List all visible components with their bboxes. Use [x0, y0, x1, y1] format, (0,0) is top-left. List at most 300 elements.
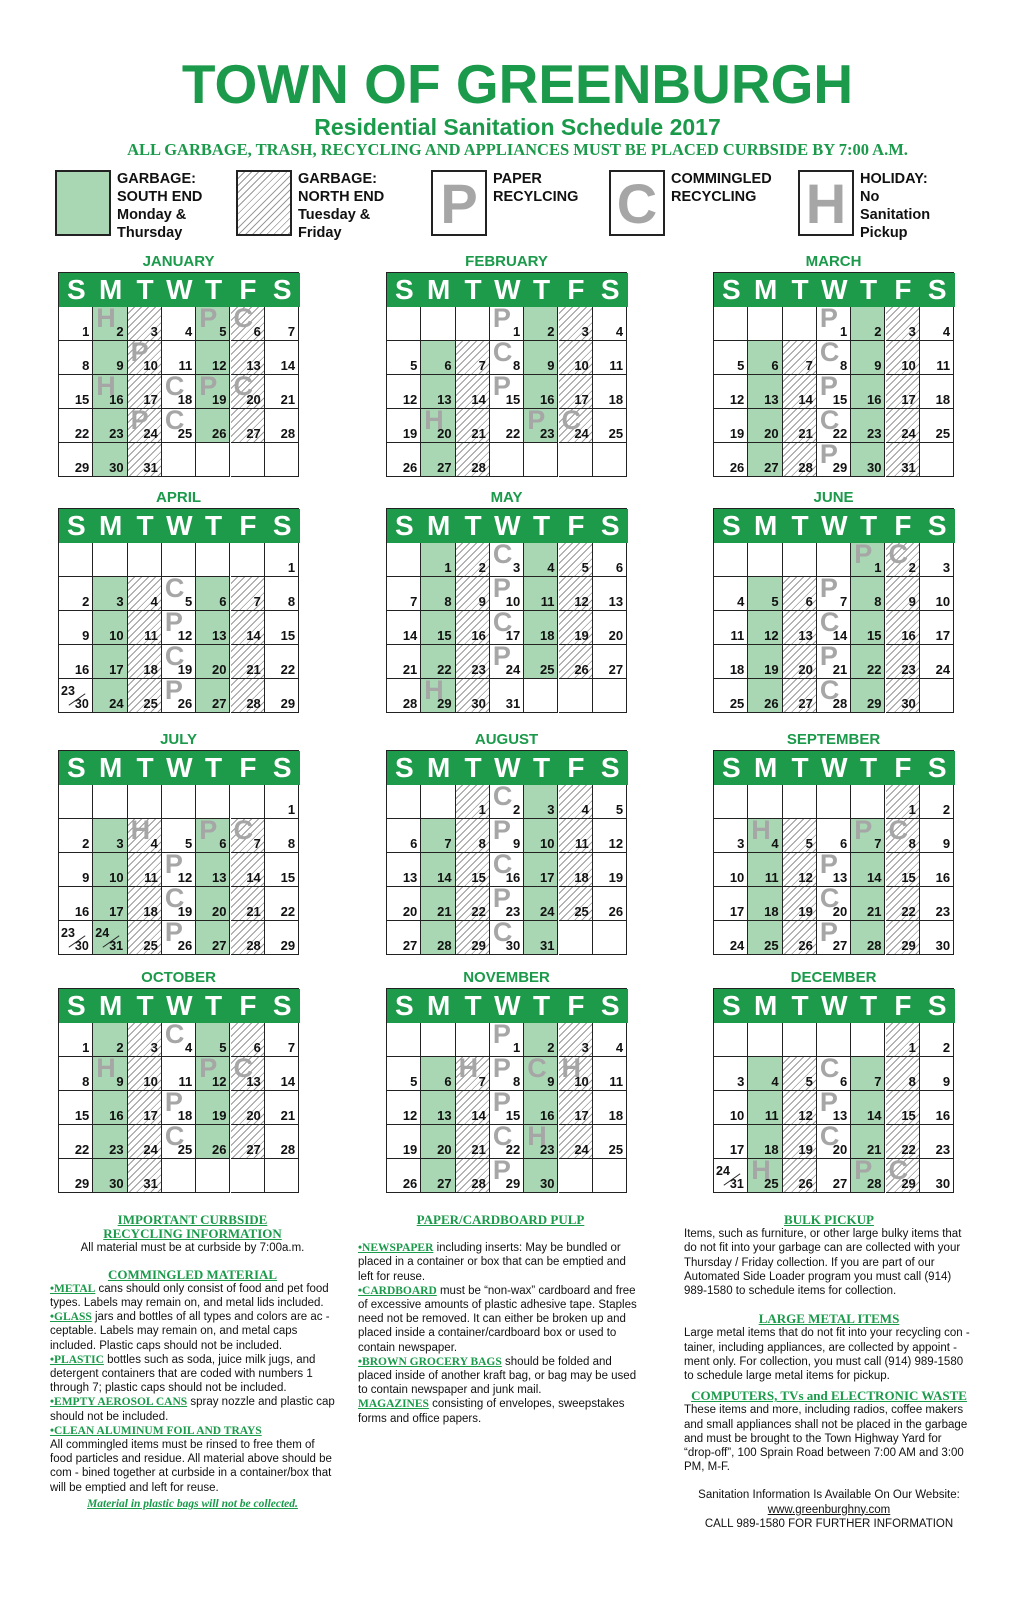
day-number: 10 [143, 358, 158, 373]
plastic-bag-warning: Material in plastic bags will not be collected. [87, 1497, 298, 1510]
metal-heading: LARGE METAL ITEMS [758, 1311, 900, 1327]
calendar-day [886, 375, 920, 409]
day-number: 4 [184, 1040, 193, 1055]
day-number: 10 [109, 870, 124, 885]
calendar-day [748, 921, 782, 955]
paper-marker: P [164, 607, 183, 637]
holiday-marker: H [130, 815, 151, 845]
info-item [358, 1284, 643, 1355]
day-number: 21 [402, 662, 418, 677]
calendar-day [231, 1053, 265, 1091]
calendar-day [851, 1155, 885, 1193]
calendar-day [920, 543, 954, 577]
day-number: 21 [798, 426, 813, 441]
month-grid [386, 508, 627, 713]
calendar-day [920, 443, 954, 477]
weekday-header: T [456, 509, 491, 543]
day-number: 6 [253, 324, 261, 339]
calendar-day [714, 443, 748, 477]
day-number: 25 [540, 662, 555, 677]
calendar-day [490, 883, 524, 921]
calendar-day [920, 645, 954, 679]
calendar-day [162, 1057, 196, 1091]
calendar-day [59, 1057, 93, 1091]
weekday-header: F [559, 273, 594, 307]
calendar-day [817, 785, 851, 819]
calendar-day [920, 307, 954, 341]
calendar-day [490, 337, 524, 375]
weekday-header: W [162, 989, 197, 1023]
calendar-day [490, 371, 524, 409]
month-calendar [58, 253, 299, 477]
calendar-day [162, 785, 196, 819]
calendar-day [265, 443, 299, 477]
commingled-marker: C [888, 1155, 908, 1185]
calendar-day [196, 1091, 230, 1125]
calendar-day [231, 887, 265, 921]
calendar-day [817, 1159, 851, 1193]
day-number: 17 [574, 392, 589, 407]
day-number: 15 [901, 1108, 916, 1123]
day-number: 11 [609, 358, 624, 373]
day-number: 22 [505, 426, 521, 441]
day-number: 24 [574, 1142, 589, 1157]
day-number: 5 [615, 802, 624, 817]
calendar-day [593, 887, 627, 921]
commingled-closing: All commingled items must be rinsed to free them of food particles and residue. All material above should be com - bined together at curbside in a container/box that will be emptied and left for reuse. [50, 1439, 332, 1494]
paper-marker: P [492, 815, 511, 845]
holiday-marker: H [424, 405, 444, 435]
calendar-day [128, 543, 162, 577]
calendar-day [490, 607, 524, 645]
day-number: 7 [253, 836, 261, 851]
calendar-day [265, 921, 299, 955]
day-number: 18 [608, 1108, 624, 1123]
day-number: 19 [402, 426, 418, 441]
paper-marker: P [492, 641, 511, 671]
paper-marker: P [130, 405, 149, 435]
day-number: 6 [771, 358, 779, 373]
calendar-day [421, 785, 455, 819]
calendar-day [59, 645, 93, 679]
day-number: 29 [437, 696, 452, 711]
day-number: 19 [798, 904, 813, 919]
weekday-header: M [93, 273, 128, 307]
calendar-day [748, 1155, 782, 1193]
calendar-day [265, 543, 299, 577]
calendar-day [265, 1091, 299, 1125]
day-number: 30 [471, 696, 486, 711]
split-day-number: 23 30 [61, 926, 89, 953]
commingled-marker: C [819, 337, 840, 367]
calendar-day [128, 1057, 162, 1091]
calendar-day [231, 371, 265, 409]
holiday-marker: H [96, 371, 116, 401]
month-calendar [713, 731, 954, 955]
calendar-day [851, 539, 885, 577]
day-number: 20 [437, 1142, 452, 1157]
day-number: 12 [764, 628, 779, 643]
calendar-day [714, 611, 748, 645]
calendar-day [920, 1159, 954, 1193]
commingled-marker: C [561, 405, 581, 435]
calendar-day [593, 1125, 627, 1159]
paper-marker: P [199, 371, 218, 401]
info-item [50, 1310, 335, 1353]
day-number: 19 [608, 870, 624, 885]
calendar-day [387, 543, 421, 577]
calendar-day [748, 577, 782, 611]
day-number: 28 [402, 696, 418, 711]
calendar-day [886, 1023, 920, 1057]
calendar-day [593, 1091, 627, 1125]
day-number: 3 [908, 324, 916, 339]
calendar-day [387, 785, 421, 819]
day-number: 16 [540, 392, 555, 407]
metal-text: Large metal items that do not fit into your recycling con - tainer, including appliances, are collected by appoint - ment only. For collection, you must call (914) 989-1580 to schedule large metal items for pickup. [684, 1327, 970, 1383]
day-number: 23 [935, 904, 951, 919]
weekday-header: S [387, 509, 422, 543]
day-number: 23 [471, 662, 486, 677]
calendar-day [817, 303, 851, 341]
day-number: 30 [867, 460, 882, 475]
day-number: 15 [74, 392, 90, 407]
paper-marker: P [854, 815, 873, 845]
calendar-day [456, 645, 490, 679]
calendar-day [817, 439, 851, 477]
calendar-day [162, 573, 196, 611]
calendar-day [748, 887, 782, 921]
calendar-day [559, 785, 593, 819]
calendar-day [387, 341, 421, 375]
day-number: 1 [478, 802, 486, 817]
day-number: 10 [935, 594, 951, 609]
day-number: 26 [729, 460, 745, 475]
info-item-label: •GLASS [50, 1311, 92, 1324]
day-number: 14 [280, 358, 296, 373]
calendar-day [490, 781, 524, 819]
day-number: 27 [212, 696, 227, 711]
info-item-text: bottles such as soda, juice milk jugs, and detergent containers that are coded with numbers 1 through 7; plastic caps should not be included. [50, 1353, 316, 1395]
day-number: 2 [512, 802, 521, 817]
calendar-day [559, 307, 593, 341]
calendar-day [783, 341, 817, 375]
calendar-day [196, 577, 230, 611]
day-number: 14 [471, 1108, 486, 1123]
day-number: 14 [246, 628, 261, 643]
calendar-day [714, 1057, 748, 1091]
calendar-day [886, 611, 920, 645]
calendar-day [524, 1053, 558, 1091]
day-number: 7 [253, 594, 261, 609]
calendar-day [783, 679, 817, 713]
day-number: 3 [150, 324, 158, 339]
calendar-day [817, 1087, 851, 1125]
weekday-header: T [851, 273, 886, 307]
day-number: 3 [116, 594, 124, 609]
calendar-day [524, 405, 558, 443]
day-number: 3 [737, 836, 745, 851]
calendar-day [748, 1125, 782, 1159]
paper-marker: P [492, 1087, 511, 1117]
calendar-day [490, 641, 524, 679]
calendar-day [559, 1159, 593, 1193]
curbside-info-heading: IMPORTANT CURBSIDE RECYCLING INFORMATION [103, 1212, 282, 1242]
commingled-marker: C [492, 781, 513, 811]
day-number: 9 [547, 1074, 555, 1089]
calendar-day [783, 819, 817, 853]
day-number: 7 [478, 1074, 486, 1089]
day-number: 18 [764, 1142, 779, 1157]
calendar-day [783, 307, 817, 341]
day-number: 6 [839, 1074, 848, 1089]
day-number: 30 [935, 1176, 951, 1191]
calendar-day [783, 543, 817, 577]
day-number: 1 [287, 560, 296, 575]
day-number: 25 [764, 938, 779, 953]
calendar-day [265, 887, 299, 921]
weekday-header: S [593, 751, 628, 785]
day-number: 24 [109, 696, 124, 711]
legend-swatch [55, 170, 111, 236]
day-number: 11 [764, 870, 779, 885]
weekday-header: T [456, 751, 491, 785]
calendar-day [593, 375, 627, 409]
commingled-marker: C [492, 337, 513, 367]
paper-marker: P [199, 303, 218, 333]
calendar-day [456, 1159, 490, 1193]
calendar-day [456, 679, 490, 713]
calendar-day [783, 921, 817, 955]
day-number: 26 [608, 904, 624, 919]
day-number: 6 [219, 836, 227, 851]
calendar-day [421, 819, 455, 853]
info-item-text: must be “non-wax” cardboard and free of excessive amounts of plastic adhesive tape. Staples need not be removed. It can either be broken up and placed inside a container/cardboard box or used to contain newspaper. [358, 1284, 637, 1354]
calendar-day [387, 819, 421, 853]
day-number: 26 [798, 1176, 813, 1191]
calendar-day [817, 883, 851, 921]
calendar-day [851, 375, 885, 409]
day-number: 22 [901, 904, 916, 919]
calendar-day [231, 1023, 265, 1057]
info-item-text: spray nozzle and plastic cap should not be included. [50, 1396, 335, 1423]
commingled-marker: C [164, 573, 185, 603]
calendar-day [59, 543, 93, 577]
commingled-marker: C [888, 539, 908, 569]
commingled-marker: C [819, 675, 840, 705]
calendar-day [128, 785, 162, 819]
calendar-day [817, 543, 851, 577]
calendar-day [421, 1159, 455, 1193]
day-number: 6 [615, 560, 624, 575]
calendar-day [93, 887, 127, 921]
calendar-day [196, 1159, 230, 1193]
calendar-day [593, 819, 627, 853]
calendar-day [196, 443, 230, 477]
weekday-header: S [59, 509, 94, 543]
paper-marker: P [819, 439, 838, 469]
legend-item [55, 170, 235, 240]
calendar-day [265, 853, 299, 887]
day-number: 13 [437, 1108, 452, 1123]
day-number: 2 [547, 324, 555, 339]
calendar-day [93, 679, 127, 713]
weekday-header: S [714, 509, 749, 543]
day-number: 1 [287, 802, 296, 817]
call-line: CALL 989-1580 FOR FURTHER INFORMATION [704, 1517, 954, 1530]
commingled-marker: C [233, 303, 253, 333]
commingled-marker: C [819, 607, 840, 637]
calendar-day [851, 887, 885, 921]
day-number: 26 [177, 696, 193, 711]
day-number: 18 [177, 392, 193, 407]
calendar-day [920, 375, 954, 409]
calendar-day [196, 409, 230, 443]
day-number: 20 [764, 426, 779, 441]
day-number: 23 [540, 426, 555, 441]
calendar-day [456, 375, 490, 409]
calendar-day [817, 849, 851, 887]
calendar-day [886, 921, 920, 955]
day-number: 27 [832, 938, 848, 953]
calendar-day [748, 307, 782, 341]
day-number: 20 [246, 392, 261, 407]
calendar-day [456, 409, 490, 443]
calendar-day [128, 679, 162, 713]
day-number: 5 [805, 836, 813, 851]
calendar-day [714, 1125, 748, 1159]
day-number: 3 [150, 1040, 158, 1055]
calendar-day [783, 1057, 817, 1091]
month-grid [386, 750, 627, 955]
info-item [358, 1241, 643, 1284]
website-link[interactable]: www.greenburghny.com [767, 1503, 891, 1516]
day-number: 24 [143, 1142, 158, 1157]
day-number: 5 [410, 1074, 418, 1089]
day-number: 27 [798, 696, 813, 711]
calendar-day [524, 1121, 558, 1159]
commingled-marker: C [164, 1019, 185, 1049]
calendar-day [93, 577, 127, 611]
legend-symbol: P [440, 172, 478, 235]
info-item-text: including inserts: May be bundled or placed in a container or box that can be emptied and left for reuse. [358, 1242, 626, 1283]
calendar-day [886, 409, 920, 443]
calendar-day [59, 1023, 93, 1057]
weekday-header: T [196, 751, 231, 785]
weekday-header: T [456, 273, 491, 307]
calendar-day [265, 341, 299, 375]
holiday-marker: H [96, 1053, 116, 1083]
calendar-day [231, 1159, 265, 1193]
calendar-day [748, 611, 782, 645]
calendar-day [524, 921, 558, 955]
weekday-header: T [128, 509, 163, 543]
day-number: 28 [437, 938, 452, 953]
day-number: 4 [615, 324, 624, 339]
month-grid [713, 988, 954, 1193]
calendar-day [162, 675, 196, 713]
calendar-day [490, 303, 524, 341]
day-number: 25 [143, 696, 158, 711]
calendar-day [851, 611, 885, 645]
day-number: 18 [143, 904, 158, 919]
weekday-header: M [93, 751, 128, 785]
day-number: 9 [478, 594, 486, 609]
calendar-day [265, 577, 299, 611]
day-number: 12 [729, 392, 745, 407]
page-title: TOWN OF GREENBURGH [181, 53, 854, 115]
calendar-day [851, 679, 885, 713]
calendar-day [524, 543, 558, 577]
day-number: 25 [608, 426, 624, 441]
holiday-marker: H [561, 1053, 581, 1083]
day-number: 23 [901, 662, 916, 677]
info-item-label: MAGAZINES [358, 1398, 429, 1411]
day-number: 3 [116, 836, 124, 851]
calendar-day [524, 1159, 558, 1193]
month-name: FEBRUARY [465, 253, 548, 270]
day-number: 2 [82, 836, 90, 851]
calendar-day [886, 1057, 920, 1091]
calendar-day [490, 1019, 524, 1057]
holiday-marker: H [751, 815, 771, 845]
month-calendar [58, 969, 299, 1193]
split-day-number: 24 31 [95, 926, 124, 953]
day-number: 29 [74, 1176, 90, 1191]
calendar-day [783, 853, 817, 887]
legend-text: GARBAGE: SOUTH END Monday & Thursday [117, 171, 203, 241]
calendar-day [920, 1057, 954, 1091]
calendar-day [421, 543, 455, 577]
legend-text: PAPER RECYLCING [493, 171, 579, 205]
commingled-marker: C [492, 1121, 513, 1151]
month-name: DECEMBER [790, 969, 877, 986]
calendar-day [817, 675, 851, 713]
calendar-day [783, 1159, 817, 1193]
calendar-day [920, 1125, 954, 1159]
day-number: 2 [942, 802, 951, 817]
commingled-marker: C [492, 539, 513, 569]
holiday-marker: H [96, 303, 116, 333]
calendar-day [593, 1057, 627, 1091]
day-number: 24 [540, 904, 555, 919]
calendar-day [231, 815, 265, 853]
day-number: 7 [444, 836, 452, 851]
day-number: 4 [737, 594, 745, 609]
calendar-day [59, 409, 93, 443]
calendar-day [524, 375, 558, 409]
info-item-text: cans should only consist of food and pet food types. Labels may remain on, and metal lids included. [50, 1282, 329, 1310]
day-number: 16 [505, 870, 521, 885]
calendar-day [490, 443, 524, 477]
day-number: 14 [867, 870, 882, 885]
commingled-marker: C [164, 405, 185, 435]
day-number: 23 [109, 426, 124, 441]
legend-symbol: H [805, 172, 847, 235]
day-number: 2 [478, 560, 486, 575]
day-number: 17 [505, 628, 521, 643]
calendar-day [456, 1023, 490, 1057]
calendar-day [231, 577, 265, 611]
day-number: 3 [581, 324, 589, 339]
calendar-day [714, 853, 748, 887]
curbside-intro: All material must be at curbside by 7:00a.m. [80, 1242, 305, 1255]
day-number: 13 [212, 870, 227, 885]
legend-swatch [609, 170, 665, 236]
month-name: NOVEMBER [463, 969, 550, 986]
day-number: 21 [867, 1142, 882, 1157]
day-number: 30 [901, 696, 916, 711]
